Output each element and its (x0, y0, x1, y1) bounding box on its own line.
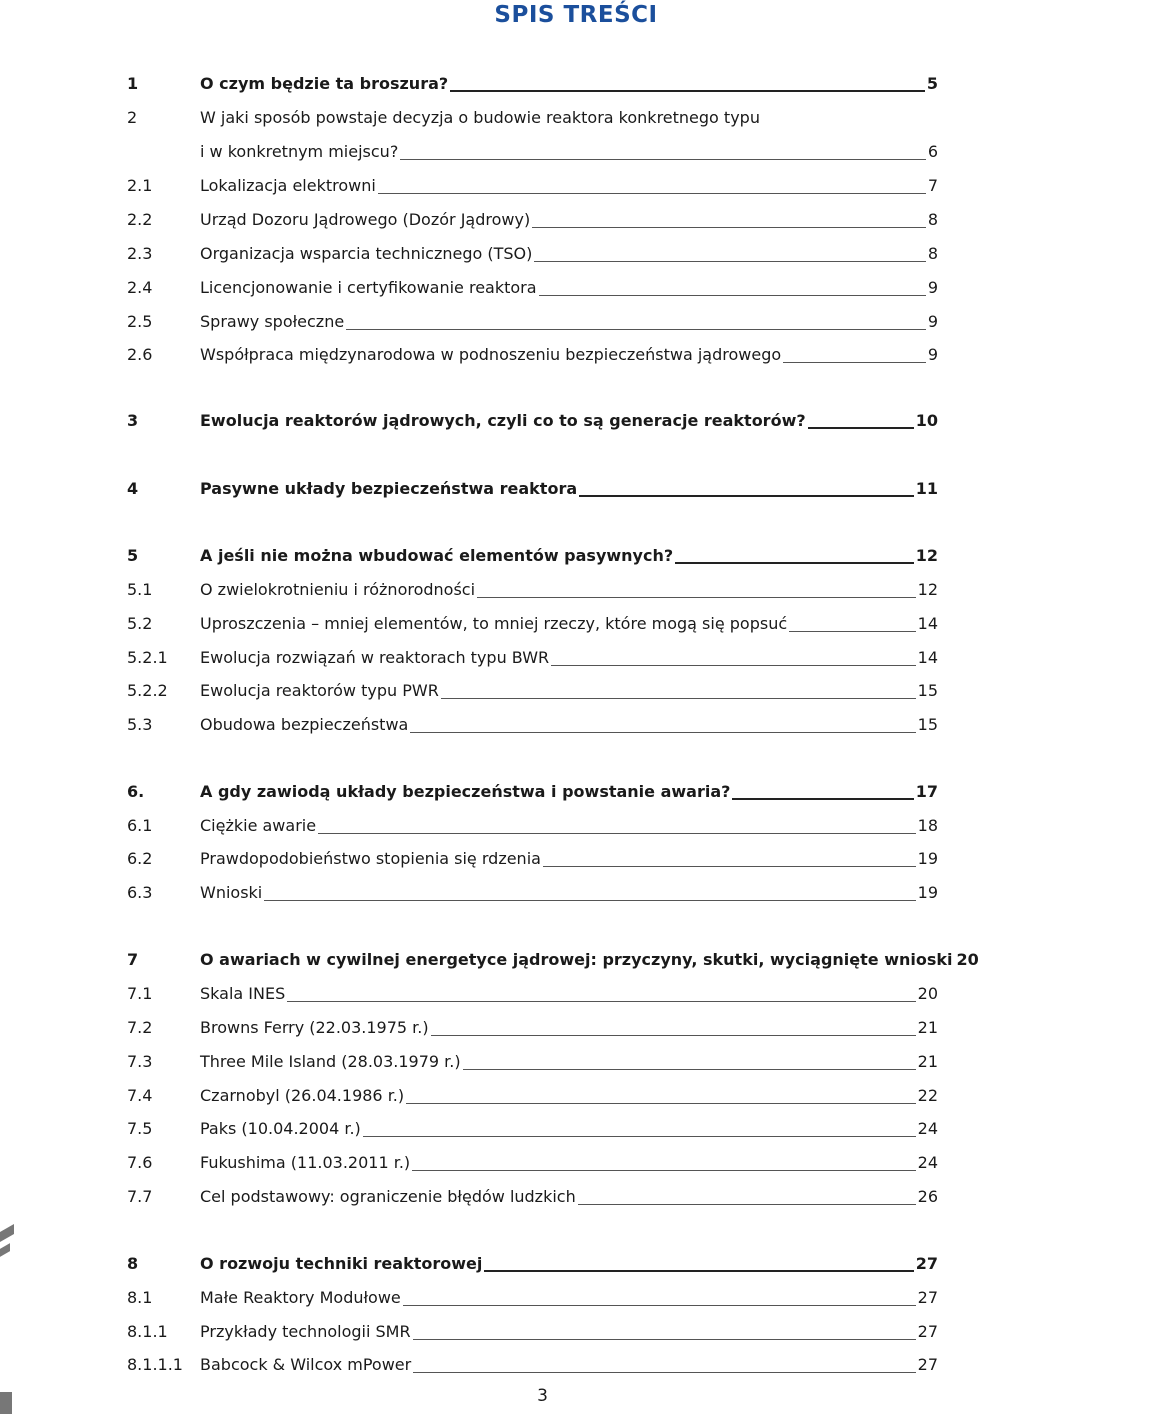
toc-entry-title: Lokalizacja elektrowni (200, 176, 376, 195)
toc-entry-number: 5.3 (127, 715, 153, 734)
toc-entry-title: Ewolucja rozwiązań w reaktorach typu BWR (200, 648, 550, 667)
toc-entry (0, 105, 960, 131)
toc-entry-number: 2.1 (127, 176, 153, 195)
toc-entry-number: 7.4 (127, 1086, 153, 1105)
toc-entry-line (200, 1251, 938, 1277)
toc-entry-title: Ciężkie awarie (200, 816, 317, 835)
toc-entry-page: 7 (927, 176, 938, 195)
toc-entry-number: 5.2 (127, 614, 153, 633)
toc-leader-line (410, 732, 915, 733)
toc-entry-page: 8 (927, 244, 938, 263)
toc-entry (0, 207, 960, 233)
toc-entry-title: W jaki sposób powstaje decyzja o budowie reaktora konkretnego typu (200, 108, 760, 127)
page-number: 3 (537, 1386, 548, 1406)
toc-entry-number: 2.2 (127, 210, 153, 229)
toc-leader-line (463, 1069, 916, 1070)
toc-entry-title: Three Mile Island (28.03.1979 r.) (200, 1052, 461, 1071)
toc-entry (0, 342, 960, 368)
toc-entry-page: 17 (915, 782, 938, 801)
toc-entry-number: 3 (127, 411, 139, 430)
toc-entry (0, 1285, 960, 1311)
page-title: SPIS TREŚCI (494, 2, 658, 28)
toc-entry-line (200, 577, 938, 603)
toc-entry-title: Przykłady technologii SMR (200, 1322, 411, 1341)
toc-entry-line (200, 813, 938, 839)
toc-entry-line (200, 1015, 938, 1041)
toc-entry-number: 2.4 (127, 278, 153, 297)
toc-entry (0, 1251, 960, 1277)
toc-entry-line (200, 645, 938, 671)
toc-entry (0, 813, 960, 839)
toc-entry (0, 981, 960, 1007)
toc-entry-line (200, 779, 938, 805)
toc-entry (0, 577, 960, 603)
toc-entry (0, 543, 960, 569)
toc-entry-line (200, 207, 938, 233)
toc-entry-title: O czym będzie ta broszura? (200, 74, 449, 93)
toc-entry-number: 6.3 (127, 883, 153, 902)
toc-entry (0, 1150, 960, 1176)
toc-leader-line (403, 1305, 916, 1306)
toc-leader-line (675, 562, 914, 564)
toc-entry-line (200, 1116, 938, 1142)
toc-entry-page: 21 (917, 1052, 938, 1071)
toc-entry-page: 11 (915, 479, 938, 498)
toc-entry-page: 14 (917, 614, 938, 633)
toc-entry-page: 27 (917, 1288, 938, 1307)
toc-entry-number: 4 (127, 479, 139, 498)
toc-entry-page: 24 (917, 1119, 938, 1138)
toc-entry-number: 8.1.1 (127, 1322, 168, 1341)
toc-leader-line (378, 193, 926, 194)
toc-leader-line (346, 329, 926, 330)
toc-entry (0, 712, 960, 738)
toc-entry-page: 6 (927, 142, 938, 161)
toc-entry-line (200, 947, 979, 973)
toc-entry-number: 7 (127, 950, 139, 969)
toc-entry-line (200, 712, 938, 738)
toc-entry-page: 27 (917, 1322, 938, 1341)
toc-entry-title: O zwielokrotnieniu i różnorodności (200, 580, 476, 599)
edge-decoration (0, 1392, 12, 1414)
toc-leader-line (413, 1339, 916, 1340)
toc-entry (0, 1184, 960, 1210)
toc-entry-page: 15 (917, 715, 938, 734)
toc-entry-line (200, 476, 938, 502)
toc-entry-line (200, 139, 938, 165)
toc-entry-title: Prawdopodobieństwo stopienia się rdzenia (200, 849, 541, 868)
toc-entry (0, 678, 960, 704)
toc-entry-number: 7.6 (127, 1153, 153, 1172)
toc-entry-line (200, 678, 938, 704)
toc-leader-line (783, 362, 926, 363)
toc-entry-line (200, 309, 938, 335)
toc-entry (0, 1015, 960, 1041)
toc-leader-line (413, 1372, 915, 1373)
toc-entry-title: i w konkretnym miejscu? (200, 142, 399, 161)
toc-entry (0, 1049, 960, 1075)
toc-leader-line (551, 665, 916, 666)
toc-entry-line (200, 1083, 938, 1109)
toc-entry-line (200, 105, 938, 131)
toc-entry (0, 645, 960, 671)
toc-entry-page: 8 (927, 210, 938, 229)
toc-entry-title: Ewolucja reaktorów typu PWR (200, 681, 439, 700)
toc-entry-line (200, 1285, 938, 1311)
toc-entry-number: 5.2.1 (127, 648, 168, 667)
toc-entry-page: 21 (917, 1018, 938, 1037)
toc-entry-page: 19 (917, 883, 938, 902)
toc-leader-line (543, 866, 916, 867)
toc-entry-title: Babcock & Wilcox mPower (200, 1355, 412, 1374)
toc-leader-line (406, 1103, 916, 1104)
toc-entry-number: 6. (127, 782, 145, 801)
toc-entry-page: 27 (917, 1355, 938, 1374)
toc-entry-title: Skala INES (200, 984, 286, 1003)
toc-entry-page: 12 (915, 546, 938, 565)
toc-entry-page: 5 (926, 74, 938, 93)
toc-entry-title: Ewolucja reaktorów jądrowych, czyli co to są generacje reaktorów? (200, 411, 806, 430)
toc-entry-line (200, 1319, 938, 1345)
toc-entry (0, 1116, 960, 1142)
toc-entry-title: O rozwoju techniki reaktorowej (200, 1254, 483, 1273)
toc-entry (0, 846, 960, 872)
toc-entry (0, 611, 960, 637)
toc-entry-title: Paks (10.04.2004 r.) (200, 1119, 361, 1138)
toc-leader-line (431, 1035, 916, 1036)
toc-entry (0, 139, 960, 165)
toc-entry-title: Czarnobyl (26.04.1986 r.) (200, 1086, 405, 1105)
toc-entry-number: 2.3 (127, 244, 153, 263)
toc-entry (0, 1083, 960, 1109)
toc-entry-page: 20 (956, 950, 979, 969)
toc-entry (0, 880, 960, 906)
toc-entry-page: 14 (917, 648, 938, 667)
toc-entry-title: Wnioski (200, 883, 263, 902)
toc-entry-title: Współpraca międzynarodowa w podnoszeniu bezpieczeństwa jądrowego (200, 345, 782, 364)
toc-leader-line (789, 631, 916, 632)
toc-entry-page: 9 (927, 312, 938, 331)
toc-entry (0, 1352, 960, 1378)
toc-entry-title: Licencjonowanie i certyfikowanie reaktora (200, 278, 537, 297)
toc-entry-number: 7.3 (127, 1052, 153, 1071)
toc-entry-page: 18 (917, 816, 938, 835)
toc-leader-line (441, 698, 916, 699)
toc-leader-line (732, 798, 913, 800)
toc-leader-line (287, 1001, 915, 1002)
toc-leader-line (400, 159, 926, 160)
toc-entry-number: 5.2.2 (127, 681, 168, 700)
toc-leader-line (532, 227, 926, 228)
toc-entry (0, 408, 960, 434)
toc-leader-line (450, 90, 925, 92)
toc-entry-number: 5.1 (127, 580, 153, 599)
toc-entry-page: 26 (917, 1187, 938, 1206)
toc-entry (0, 275, 960, 301)
toc-entry-page: 9 (927, 278, 938, 297)
toc-entry-title: Fukushima (11.03.2011 r.) (200, 1153, 411, 1172)
toc-leader-line (264, 900, 915, 901)
toc-entry-page: 24 (917, 1153, 938, 1172)
toc-entry-title: Pasywne układy bezpieczeństwa reaktora (200, 479, 578, 498)
toc-entry-number: 2.6 (127, 345, 153, 364)
toc-entry-title: Organizacja wsparcia technicznego (TSO) (200, 244, 533, 263)
toc-entry-line (200, 981, 938, 1007)
toc-entry-title: Małe Reaktory Modułowe (200, 1288, 401, 1307)
toc-entry-page: 9 (927, 345, 938, 364)
toc-entry-page: 12 (917, 580, 938, 599)
toc-entry-line (200, 611, 938, 637)
toc-entry-number: 8.1 (127, 1288, 153, 1307)
toc-leader-line (808, 427, 914, 429)
toc-leader-line (412, 1170, 915, 1171)
toc-entry-title: Urząd Dozoru Jądrowego (Dozór Jądrowy) (200, 210, 531, 229)
toc-entry-number: 1 (127, 74, 139, 93)
toc-entry-title: A jeśli nie można wbudować elementów pasywnych? (200, 546, 674, 565)
toc-entry-page: 20 (917, 984, 938, 1003)
toc-entry-number: 6.2 (127, 849, 153, 868)
toc-entry-number: 2 (127, 108, 138, 127)
toc-entry-title: Sprawy społeczne (200, 312, 345, 331)
toc-entry (0, 1319, 960, 1345)
toc-entry-page: 19 (917, 849, 938, 868)
toc-leader-line (539, 295, 926, 296)
toc-entry-page: 27 (915, 1254, 938, 1273)
toc-leader-line (534, 261, 925, 262)
toc-entry-number: 2.5 (127, 312, 153, 331)
toc-entry-line (200, 1150, 938, 1176)
toc-entry-line (200, 241, 938, 267)
toc-entry-number: 7.1 (127, 984, 153, 1003)
toc-entry-line (200, 543, 938, 569)
toc-entry-title: Obudowa bezpieczeństwa (200, 715, 409, 734)
toc-entry (0, 71, 960, 97)
toc-entry-line (200, 408, 938, 434)
toc-entry-title: Uproszczenia – mniej elementów, to mniej rzeczy, które mogą się popsuć (200, 614, 788, 633)
toc-entry-number: 7.5 (127, 1119, 153, 1138)
toc-entry-number: 6.1 (127, 816, 153, 835)
toc-entry-number: 7.2 (127, 1018, 153, 1037)
toc-entry-title: O awariach w cywilnej energetyce jądrowej: przyczyny, skutki, wyciągnięte wnioski (200, 950, 953, 969)
toc-entry (0, 173, 960, 199)
toc-entry-line (200, 342, 938, 368)
toc-entry-number: 8 (127, 1254, 139, 1273)
toc-entry-page: 10 (915, 411, 938, 430)
toc-leader-line (579, 495, 914, 497)
toc-entry-page: 22 (917, 1086, 938, 1105)
toc-entry (0, 779, 960, 805)
toc-entry-line (200, 846, 938, 872)
toc-entry-line (200, 1049, 938, 1075)
toc-leader-line (363, 1136, 916, 1137)
toc-entry-line (200, 275, 938, 301)
toc-entry-title: Cel podstawowy: ograniczenie błędów ludzkich (200, 1187, 576, 1206)
toc-leader-line (477, 597, 916, 598)
toc-leader-line (318, 833, 916, 834)
toc-entry-line (200, 1352, 938, 1378)
toc-entry-number: 5 (127, 546, 139, 565)
toc-entry-title: Browns Ferry (22.03.1975 r.) (200, 1018, 429, 1037)
toc-entry (0, 476, 960, 502)
toc-entry-title: A gdy zawiodą układy bezpieczeństwa i powstanie awaria? (200, 782, 731, 801)
toc-leader-line (484, 1270, 913, 1272)
toc-entry-number: 7.7 (127, 1187, 153, 1206)
toc-entry-line (200, 1184, 938, 1210)
toc-entry (0, 241, 960, 267)
toc-entry (0, 947, 979, 973)
toc-entry-page: 15 (917, 681, 938, 700)
toc-entry-line (200, 173, 938, 199)
toc-entry-line (200, 880, 938, 906)
toc-leader-line (578, 1204, 916, 1205)
toc-entry (0, 309, 960, 335)
toc-entry-number: 8.1.1.1 (127, 1355, 183, 1374)
toc-entry-line (200, 71, 938, 97)
